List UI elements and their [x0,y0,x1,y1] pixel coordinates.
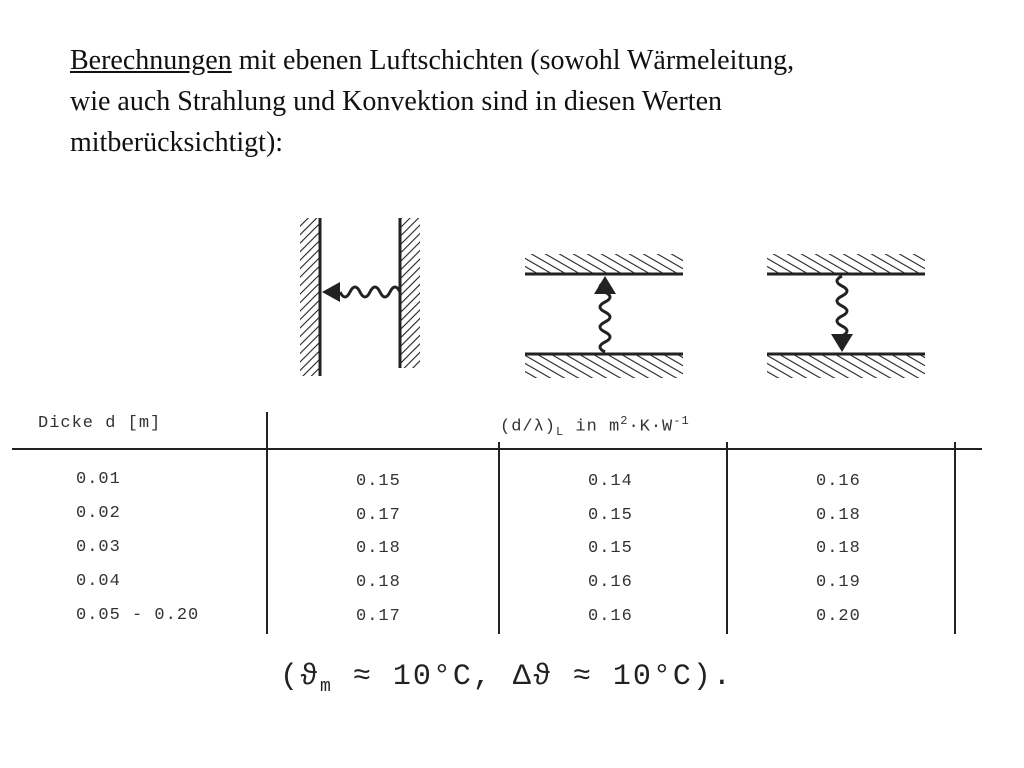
wavy-down-arrow-icon [837,276,847,336]
intro-line-3: mitberücksichtigt): [70,127,284,158]
table-cell-d: 0.01 [76,470,121,489]
bottom-plate [767,354,925,378]
column-divider-1 [266,412,268,634]
column-divider-4 [954,442,956,634]
table-cell-d: 0.02 [76,504,121,523]
values-table [0,400,1024,640]
wavy-arrow-icon [340,287,400,297]
table-cell-upward: 0.14 [588,472,633,491]
top-plate [767,254,925,274]
table-cell-downward: 0.16 [816,472,861,491]
conditions-note: ($ϑ_m \approx 10^\circ C$, Δϑ ≈ 10°C). [280,660,733,697]
downward-flow-diagram [762,248,932,388]
intro-line-1 [70,40,970,81]
header-thickness: Dicke d [m] [38,414,162,433]
table-cell-upward: 0.16 [588,573,633,592]
header-resistance: $(d/\lambda)_L$ in $m^2\cdot K\cdot W^{-1}$ [500,414,690,440]
table-cell-d: 0.04 [76,572,121,591]
upward-flow-diagram [520,248,690,388]
intro-line-2: wie auch Strahlung und Konvektion sind in diesen Werten [70,86,722,117]
table-cell-downward: 0.18 [816,506,861,525]
intro-underlined-word: Berechnungen [70,45,232,76]
intro-line-1-rest: mit ebenen Luftschichten (sowohl Wärmeleitung, [231,45,795,76]
table-cell-horizontal: 0.18 [356,539,401,558]
table-cell-d: 0.03 [76,538,121,557]
intro-paragraph [70,40,970,163]
table-cell-d: 0.05 - 0.20 [76,606,200,625]
top-plate [525,254,683,274]
table-cell-downward: 0.18 [816,539,861,558]
table-cell-upward: 0.15 [588,539,633,558]
column-divider-2 [498,442,500,634]
vertical-layer-diagram [290,210,430,380]
left-wall [300,218,320,376]
table-cell-horizontal: 0.18 [356,573,401,592]
right-wall [400,218,420,368]
table-cell-horizontal: 0.17 [356,607,401,626]
table-cell-downward: 0.20 [816,607,861,626]
table-cell-horizontal: 0.17 [356,506,401,525]
column-divider-3 [726,442,728,634]
table-cell-upward: 0.15 [588,506,633,525]
table-cell-upward: 0.16 [588,607,633,626]
bottom-plate [525,354,683,378]
table-cell-downward: 0.19 [816,573,861,592]
table-cell-horizontal: 0.15 [356,472,401,491]
header-divider [12,448,982,450]
